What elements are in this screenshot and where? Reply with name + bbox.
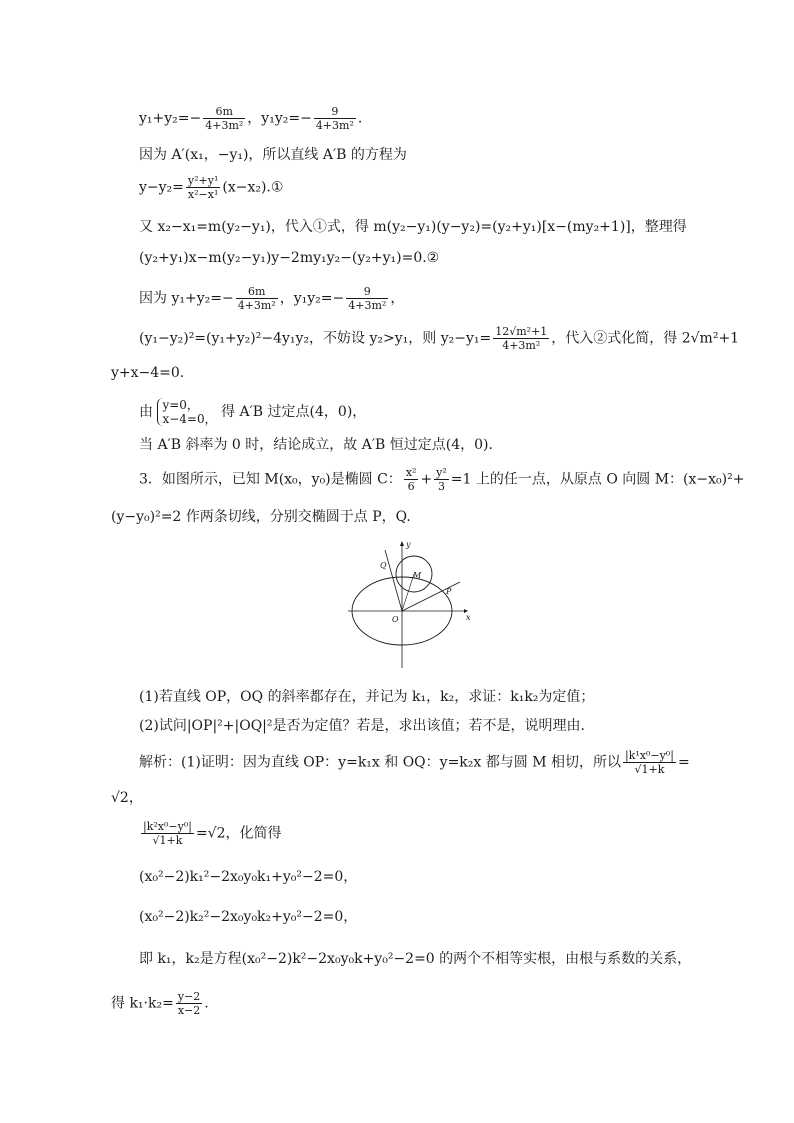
numerator: 12√m²+1 [495, 325, 548, 338]
numerator: y² [436, 466, 447, 479]
numerator: |k²x⁰−y⁰| [143, 820, 192, 833]
fraction [236, 285, 278, 312]
denominator: 4+3m² [502, 339, 541, 352]
label-p: P [446, 587, 452, 596]
solution-line [139, 820, 282, 847]
text-segment: 由 [139, 404, 153, 420]
denominator: √1+k [152, 834, 183, 847]
denominator: 4+3m² [205, 119, 244, 132]
text-segment: = [677, 754, 690, 771]
text-segment: y₁+y₂=− [139, 110, 202, 127]
text-segment: 因为 y₁+y₂=− [139, 290, 234, 307]
tangent-oq [385, 550, 402, 611]
text-segment: (y₁−y₂)²=(y₁+y₂)²−4y₁y₂，不妨设 y₂>y₁，则 y₂−y₁= [139, 330, 492, 347]
text-segment: ， [390, 290, 405, 307]
line-system [139, 398, 366, 426]
fraction [314, 105, 356, 132]
label-q: Q [380, 561, 387, 570]
fraction [623, 749, 676, 776]
solution-line: 即 k₁，k₂是方程(x₀²−2)k²−2x₀y₀k+y₀²−2=0 的两个不相等实根，由根与系数的关系， [139, 951, 692, 967]
solution-line [139, 749, 690, 776]
fraction [404, 466, 419, 493]
solution-equation: (x₀²−2)k₁²−2x₀y₀k₁+y₀²−2=0， [139, 869, 358, 885]
line-text: 又 x₂−x₁=m(y₂−y₁)，代入①式，得 m(y₂−y₁)(y−y₂)=(y₂+y₁)[x−(my₂+1)]，整理得 [139, 219, 687, 235]
solution-line: √2， [111, 790, 143, 806]
denominator: 4+3m² [237, 299, 276, 312]
text-segment: =√2，化简得 [195, 825, 282, 842]
ellipse-circle-figure [342, 538, 476, 670]
fraction [203, 105, 245, 132]
numerator: y−2 [177, 990, 201, 1003]
text-segment: ，y₁y₂=− [247, 110, 312, 127]
question-2: (2)试问|OP|²+|OQ|²是否为定值？若是，求出该值；若不是，说明理由. [139, 718, 585, 734]
label-m: M [413, 571, 422, 580]
text-segment: y−y₂= [139, 179, 184, 196]
line-equation: y+x−4=0. [111, 365, 185, 381]
equation-system [157, 398, 216, 426]
solution-line [111, 990, 209, 1017]
text-segment: ，y₁y₂=− [279, 290, 345, 307]
line-conclusion: 当 A′B 斜率为 0 时，结论成立，故 A′B 恒过定点(4，0). [139, 437, 493, 453]
text-segment: =1 上的任一点，从原点 O 向圆 M：(x−x₀)²+ [450, 471, 745, 488]
numerator: x² [405, 466, 417, 479]
denominator: x²−x¹ [187, 188, 219, 201]
text-segment: 解析：(1)证明：因为直线 OP：y=k₁x 和 OQ：y=k₂x 都与圆 M 相切，所以 [139, 754, 621, 771]
text-segment: . [357, 110, 363, 127]
numerator: 6m [236, 285, 278, 299]
problem-3-statement [139, 466, 744, 493]
text-segment: ，代入②式化简，得 2√m²+1 [551, 330, 740, 347]
numerator: |k¹x⁰−y⁰| [624, 749, 674, 762]
numerator: y²+y¹ [187, 174, 219, 187]
fraction [141, 820, 194, 847]
system-row: x−4=0， [162, 412, 217, 426]
numerator: 9 [314, 105, 356, 119]
fraction [434, 466, 449, 493]
denominator: 4+3m² [315, 119, 354, 132]
solution-equation: (x₀²−2)k₂²−2x₀y₀k₂+y₀²−2=0， [139, 909, 358, 925]
text-segment: 3．如图所示，已知 M(x₀，y₀)是椭圆 C： [139, 471, 402, 488]
text-segment: + [420, 471, 433, 488]
numerator: 9 [346, 285, 388, 299]
denominator: 6 [407, 480, 415, 493]
denominator: 3 [437, 480, 445, 493]
text-segment: (x−x₂).① [222, 179, 284, 196]
question-1: (1)若直线 OP，OQ 的斜率都存在，并记为 k₁，k₂，求证：k₁k₂为定值； [139, 689, 595, 705]
text-segment: 得 k₁·k₂= [111, 995, 174, 1012]
line-equation-1 [139, 174, 283, 201]
fraction [493, 325, 549, 352]
line-text: 因为 A′(x₁，−y₁)，所以直线 A′B 的方程为 [139, 147, 407, 163]
label-y: y [406, 540, 411, 549]
denominator: 4+3m² [348, 299, 387, 312]
y-axis-arrow [400, 541, 404, 546]
line-sum-product [139, 105, 362, 132]
line-difference [139, 325, 739, 352]
line-equation-2: (y₂+y₁)x−m(y₂−y₁)y−2my₁y₂−(y₂+y₁)=0.② [139, 250, 440, 266]
text-segment: . [204, 995, 209, 1012]
text-segment: 得 A′B 过定点(4，0)， [221, 404, 367, 420]
numerator: 6m [203, 105, 245, 119]
fraction [176, 990, 202, 1017]
denominator: √1+k [634, 763, 665, 776]
problem-3-statement-cont: (y−y₀)²=2 作两条切线，分别交椭圆于点 P，Q. [111, 509, 411, 525]
label-x: x [466, 613, 471, 622]
label-o: O [392, 615, 399, 624]
fraction [186, 174, 220, 201]
denominator: x−2 [177, 1004, 201, 1017]
line-sum-product [139, 285, 404, 312]
system-row: y=0， [162, 398, 199, 412]
fraction [346, 285, 388, 312]
